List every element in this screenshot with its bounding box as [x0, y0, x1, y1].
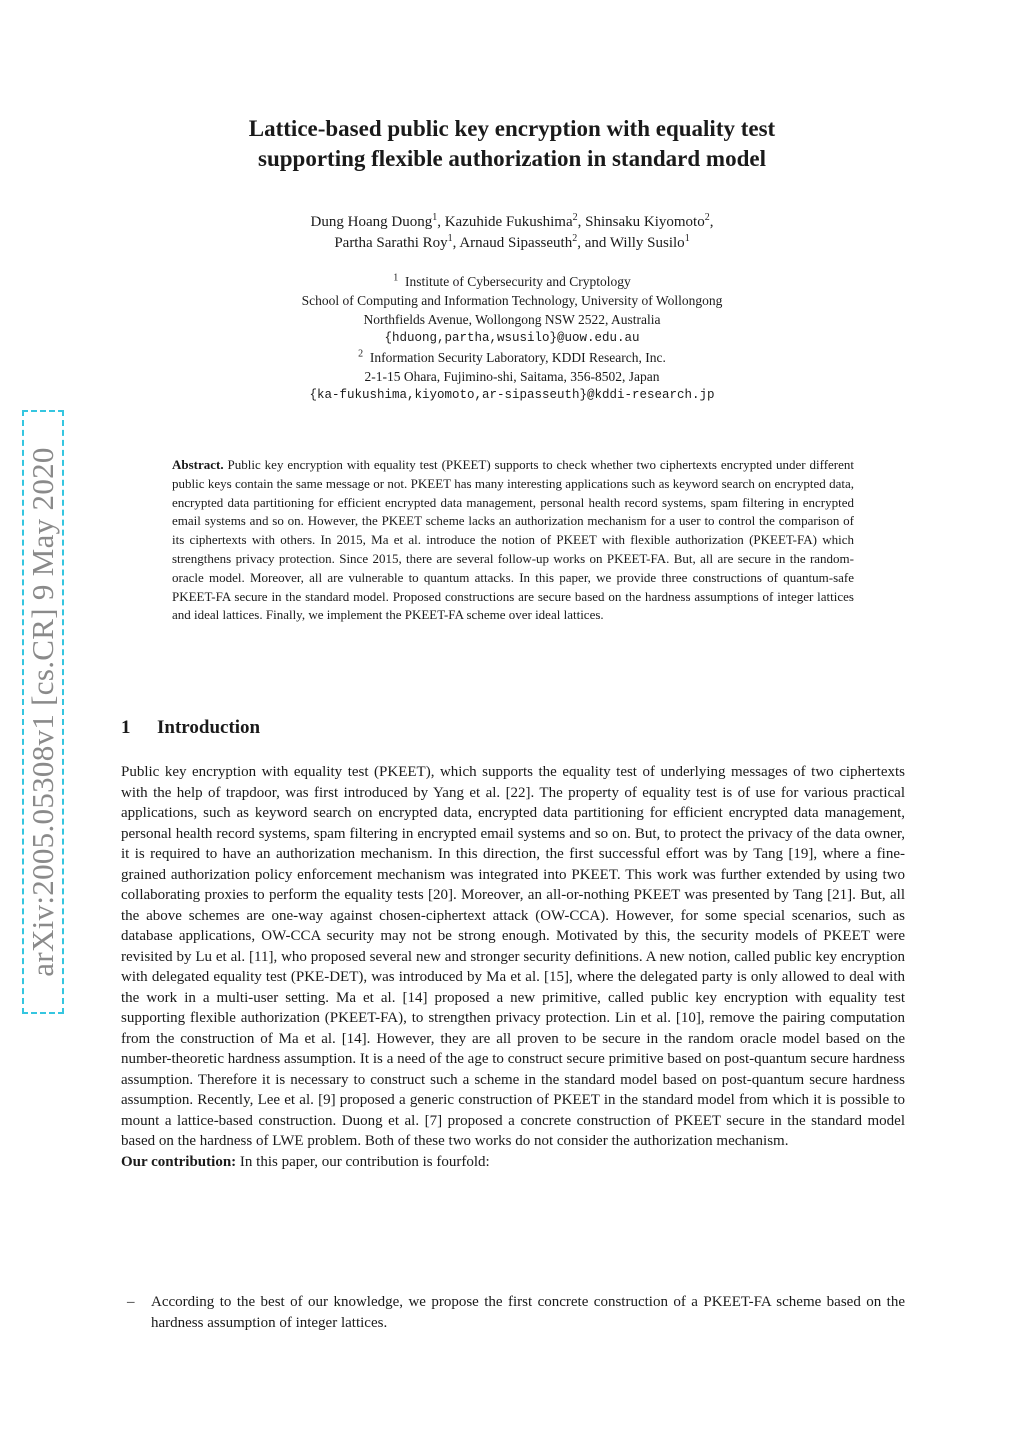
- title-line-1: Lattice-based public key encryption with equality test: [248, 116, 776, 141]
- author-name: , and Willy Susilo: [577, 235, 685, 251]
- list-item-text: According to the best of our knowledge, we propose the first concrete construction of a PKEET-FA scheme based on the hardness assumption of integer lattices.: [151, 1294, 905, 1331]
- contribution-paragraph: [121, 1152, 905, 1173]
- affiliation-2-email: {ka-fukushima,kiyomoto,ar-sipasseuth}@kddi-research.jp: [309, 388, 715, 402]
- affiliation-1-email: {hduong,partha,wsusilo}@uow.edu.au: [384, 331, 640, 345]
- section-heading: [121, 717, 905, 739]
- author-name: Dung Hoang Duong: [310, 214, 433, 230]
- author-name: , Shinsaku Kiyomoto: [577, 214, 705, 230]
- author-name: , Arnaud Sipasseuth: [452, 235, 573, 251]
- introduction-paragraph: Public key encryption with equality test (PKEET), which supports the equality test of underlying messages of two ciphertexts with the help of trapdoor, was first introduced by Yang et al. [22]. The property of equality test is of use for various practical applications, such as keyword search on encrypted data, encrypted data partitioning for efficient encrypted data management, personal health record systems, spam filtering in encrypted email systems and so on. But, to protect the privacy of the data owner, it is required to have an authorization mechanism. In this direction, the first successful effort was by Tang [19], where a fine-grained authorization policy enforcement mechanism was integrated into PKEET. This work was further extended by using two collaborating proxies to perform the equality tests [20]. Moreover, an all-or-nothing PKEET was presented by Tang [21]. But, all the above schemes are one-way against chosen-ciphertext attack (OW-CCA). However, for some special scenarios, such as database applications, OW-CCA security may not be strong enough. Motivated by this, the security models of PKEET were revisited by Lu et al. [11], who proposed several new and stronger security definitions. A new notion, called public key encryption with delegated equality test (PKE-DET), was introduced by Ma et al. [15], where the delegated party is only allowed to deal with the work in a multi-user setting. Ma et al. [14] proposed a new primitive, called public key encryption with equality test supporting flexible authorization (PKEET-FA), to strengthen privacy protection. Lin et al. [10], remove the pairing computation from the construction of Ma et al. [14]. However, they are all proven to be secure in the random oracle model based on the number-theoretic hardness assumption. It is a need of the age to construct secure primitive based on post-quantum secure hardness assumption. Therefore it is necessary to construct such a scheme in the standard model based on post-quantum secure hardness assumption. Recently, Lee et al. [9] proposed a generic construction of PKEET in the standard model from which it is possible to mount a lattice-based construction. Duong et al. [7] proposed a concrete construction of PKEET secure in the standard model based on the hardness of LWE problem. Both of these two works do not consider the authorization mechanism.: [121, 764, 905, 1149]
- affil-mark: 1: [393, 272, 399, 284]
- author-line-1: [120, 212, 904, 233]
- abstract-text: Public key encryption with equality test (PKEET) supports to check whether two ciphertexts encrypted under different public keys contain the same message or not. PKEET has many interesting applications such as keyword search on encrypted data, encrypted data partitioning for efficient encrypted data management, personal health record systems, spam filtering in encrypted email systems and so on. However, the PKEET scheme lacks an authorization mechanism for a user to control the comparison of its ciphertexts with others. In 2015, Ma et al. introduce the notion of PKEET with flexible authorization (PKEET-FA) which strengthens privacy protection. Since 2015, there are several follow-up works on PKEET-FA. But, all are secure in the random-oracle model. Moreover, all are vulnerable to quantum attacks. In this paper, we provide three constructions of quantum-safe PKEET-FA secure in the standard model. Proposed constructions are secure based on the hardness assumptions of integer lattices and ideal lattices. Finally, we implement the PKEET-FA scheme over ideal lattices.: [172, 457, 854, 623]
- affiliation-1-school: School of Computing and Information Technology, University of Wollongong: [301, 293, 723, 308]
- contribution-text: In this paper, our contribution is fourfold:: [236, 1153, 490, 1170]
- affil-mark: 2: [358, 348, 364, 360]
- abstract: [172, 456, 854, 625]
- contribution-label: Our contribution:: [121, 1153, 237, 1170]
- author-line-2: [120, 233, 904, 254]
- author-affil-mark: 2: [704, 212, 710, 223]
- paper-title: [120, 114, 904, 174]
- author-list: [120, 212, 904, 254]
- author-name: Partha Sarathi Roy: [334, 235, 448, 251]
- author-affil-mark: 2: [572, 233, 578, 244]
- affiliations: [120, 272, 904, 405]
- affiliation-2-name: [120, 348, 904, 367]
- author-affil-mark: 1: [432, 212, 438, 223]
- affil-name-text: Institute of Cybersecurity and Cryptology: [405, 274, 631, 289]
- section-number: 1: [121, 717, 131, 738]
- contribution-list: [121, 1292, 905, 1333]
- affil-name-text: Information Security Laboratory, KDDI Research, Inc.: [369, 350, 666, 365]
- arxiv-identifier: arXiv:2005.05308v1 [cs.CR] 9 May 2020: [25, 447, 60, 977]
- affiliation-1-name: [120, 272, 904, 291]
- affiliation-2-address: 2-1-15 Ohara, Fujimino-shi, Saitama, 356-8502, Japan: [364, 369, 660, 384]
- author-affil-mark: 2: [572, 212, 578, 223]
- author-affil-mark: 1: [684, 233, 690, 244]
- list-bullet: –: [127, 1294, 135, 1310]
- section-title: Introduction: [157, 717, 261, 738]
- abstract-label: Abstract.: [172, 457, 224, 472]
- affiliation-1-address: Northfields Avenue, Wollongong NSW 2522, Australia: [363, 312, 661, 327]
- title-line-2: supporting flexible authorization in standard model: [258, 146, 766, 171]
- author-affil-mark: 1: [447, 233, 453, 244]
- introduction-body: [121, 762, 905, 1172]
- author-separator: ,: [709, 214, 714, 230]
- author-name: , Kazuhide Fukushima: [437, 214, 573, 230]
- list-item: [121, 1292, 905, 1333]
